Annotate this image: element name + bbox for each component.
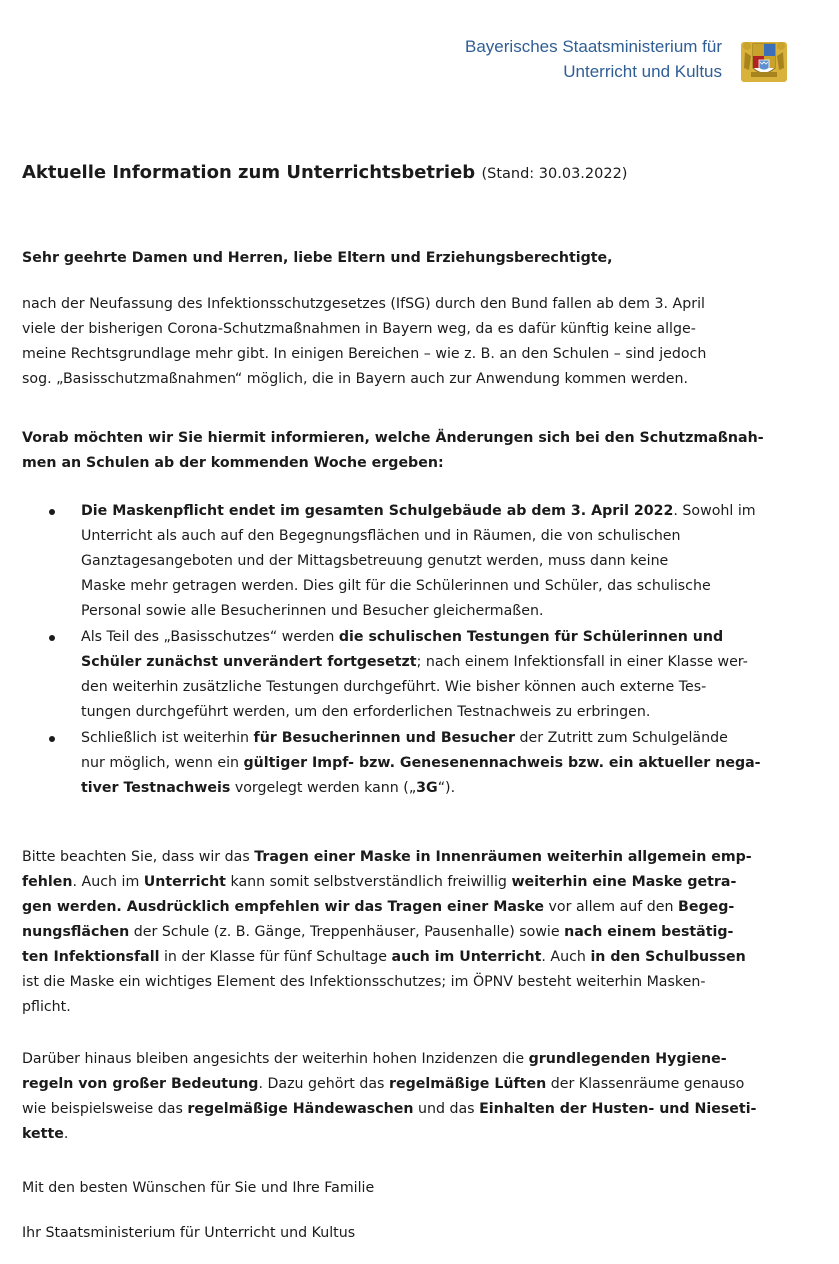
list-item-text: Maske mehr getragen werden. Dies gilt für die Schülerinnen und Schüler, das schulische (81, 578, 711, 594)
paragraph-text: . Auch (541, 949, 591, 965)
paragraph-text: in den Schulbussen (590, 949, 746, 965)
paragraph-text: und das (413, 1101, 480, 1117)
paragraph-text: nach einem bestätig- (564, 924, 734, 940)
list-item-text: 3G (416, 780, 438, 796)
list-item-text: Als Teil des „Basisschutzes“ werden (81, 629, 339, 645)
paragraph-text: Einhalten der Husten- und Nieseti- (479, 1101, 757, 1117)
paragraph-text: Bitte beachten Sie, dass wir das (22, 849, 255, 865)
paragraph-text: gen werden. Ausdrücklich empfehlen wir das Tragen einer Maske (22, 899, 545, 915)
paragraph-text: regelmäßige Händewaschen (187, 1101, 414, 1117)
intro-line: nach der Neufassung des Infektionsschutzgesetzes (IfSG) durch den Bund fallen ab dem 3. April (22, 296, 705, 312)
paragraph-text: kann somit selbstverständlich freiwillig (225, 874, 512, 890)
list-item-text: Die Maskenpflicht endet im gesamten Schulgebäude ab dem 3. April 2022 (81, 503, 674, 519)
paragraph-text: grundlegenden Hygiene- (528, 1051, 727, 1067)
list-item (22, 499, 761, 624)
paragraph-text: in der Klasse für fünf Schultage (159, 949, 392, 965)
list-item-text: tungen durchgeführt werden, um den erforderlichen Testnachweis zu erbringen. (81, 704, 651, 720)
list-item-text: ; nach einem Infektionsfall in einer Klasse wer- (416, 654, 748, 670)
announcement-paragraph (22, 426, 764, 476)
hygiene-paragraph (22, 1047, 756, 1147)
paragraph-text: nungsflächen (22, 924, 130, 940)
salutation (22, 246, 613, 271)
paragraph-text: der Schule (z. B. Gänge, Treppenhäuser, Pausenhalle) sowie (129, 924, 565, 940)
page-title (22, 160, 627, 187)
list-item-text: . Sowohl im (673, 503, 756, 519)
list-item-text: “). (437, 780, 456, 796)
paragraph-text: Tragen einer Maske in Innenräumen weiterhin allgemein emp- (254, 849, 752, 865)
list-item-text: den weiterhin zusätzliche Testungen durchgeführt. Wie bisher können auch externe Tes- (81, 679, 707, 695)
signature-text: Ihr Staatsministerium für Unterricht und Kultus (22, 1225, 356, 1241)
paragraph-text: fehlen (22, 874, 73, 890)
list-item-text: gültiger Impf- bzw. Genesenennachweis bzw. ein aktueller nega- (243, 755, 761, 771)
list-item (22, 726, 761, 801)
announcement-line: Vorab möchten wir Sie hiermit informieren, welche Änderungen sich bei den Schutzmaßnah- (22, 430, 764, 446)
paragraph-text: ist die Maske ein wichtiges Element des Infektionsschutzes; im ÖPNV besteht weiterhin Masken- (22, 974, 706, 990)
list-item (22, 625, 761, 725)
announcement-line: men an Schulen ab der kommenden Woche ergeben: (22, 455, 444, 471)
ministry-header (300, 34, 722, 84)
paragraph-text: . Dazu gehört das (258, 1076, 389, 1092)
paragraph-text: wie beispielsweise das (22, 1101, 188, 1117)
title-stand-date: (Stand: 30.03.2022) (481, 166, 628, 182)
paragraph-text: . Auch im (72, 874, 144, 890)
list-item-text: der Zutritt zum Schulgelände (514, 730, 728, 746)
paragraph-text: regeln von großer Bedeutung (22, 1076, 259, 1092)
intro-line: viele der bisherigen Corona-Schutzmaßnahmen in Bayern weg, da es dafür künftig keine allge- (22, 321, 696, 337)
paragraph-text: Begeg- (678, 899, 735, 915)
paragraph-text: . (63, 1126, 69, 1142)
list-item-text: nur möglich, wenn ein (81, 755, 244, 771)
list-item-text: Schüler zunächst unverändert fortgesetzt (81, 654, 417, 670)
title-main: Aktuelle Information zum Unterrichtsbetrieb (22, 162, 476, 183)
ministry-name-line2: Unterricht und Kultus (563, 62, 722, 81)
paragraph-text: regelmäßige Lüften (388, 1076, 547, 1092)
closing-wishes-text: Mit den besten Wünschen für Sie und Ihre Familie (22, 1180, 375, 1196)
paragraph-text: vor allem auf den (544, 899, 679, 915)
list-item-text: tiver Testnachweis (81, 780, 231, 796)
paragraph-text: ten Infektionsfall (22, 949, 160, 965)
measures-list (22, 499, 761, 801)
list-item-text: Personal sowie alle Besucherinnen und Besucher gleichermaßen. (81, 603, 544, 619)
intro-paragraph (22, 292, 706, 392)
list-item-text: Ganztagesangeboten und der Mittagsbetreuung genutzt werden, muss dann keine (81, 553, 669, 569)
list-item-text: Schließlich ist weiterhin (81, 730, 254, 746)
paragraph-text: weiterhin eine Maske getra- (511, 874, 737, 890)
bullet-icon (49, 736, 55, 742)
ministry-name-line1: Bayerisches Staatsministerium für (465, 37, 722, 56)
paragraph-text: auch im Unterricht (391, 949, 542, 965)
list-item-text: Unterricht als auch auf den Begegnungsflächen und in Räumen, die von schulischen (81, 528, 681, 544)
salutation-text: Sehr geehrte Damen und Herren, liebe Eltern und Erziehungsberechtigte, (22, 250, 613, 266)
paragraph-text: pflicht. (22, 999, 71, 1015)
paragraph-text: Unterricht (143, 874, 226, 890)
mask-recommendation-paragraph (22, 845, 752, 1020)
signature (22, 1221, 355, 1246)
bullet-icon (49, 509, 55, 515)
bavarian-coat-of-arms-icon (741, 38, 787, 84)
paragraph-text: Darüber hinaus bleiben angesichts der weiterhin hohen Inzidenzen die (22, 1051, 529, 1067)
intro-line: meine Rechtsgrundlage mehr gibt. In einigen Bereichen – wie z. B. an den Schulen – sind jedoch (22, 346, 707, 362)
paragraph-text: kette (22, 1126, 64, 1142)
paragraph-text: der Klassenräume genauso (546, 1076, 745, 1092)
intro-line: sog. „Basisschutzmaßnahmen“ möglich, die in Bayern auch zur Anwendung kommen werden. (22, 371, 688, 387)
list-item-text: für Besucherinnen und Besucher (253, 730, 515, 746)
list-item-text: vorgelegt werden kann („ (230, 780, 417, 796)
bullet-icon (49, 635, 55, 641)
list-item-text: die schulischen Testungen für Schülerinnen und (338, 629, 724, 645)
closing-wishes (22, 1176, 374, 1201)
